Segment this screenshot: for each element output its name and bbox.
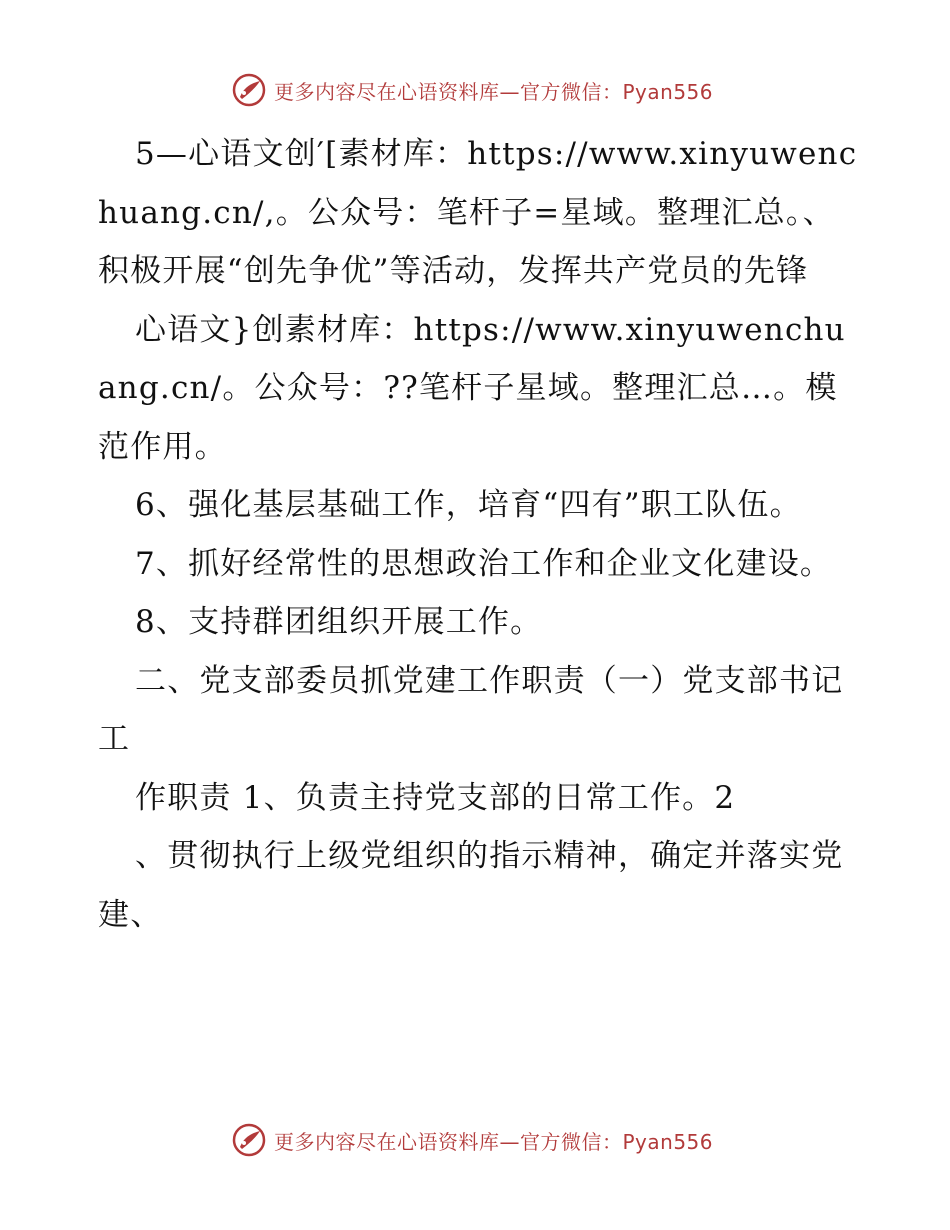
header-banner-text: 更多内容尽在心语资料库—官方微信：Pyan556 xyxy=(274,79,714,104)
paragraph-8: 、贯彻执行上级党组织的指示精神，确定并落实党建、 xyxy=(98,838,844,933)
footer-banner xyxy=(232,1120,752,1160)
paragraph-5: 8、支持群团组织开展工作。 xyxy=(135,604,543,640)
paragraph-1: 5—心语文创′[素材库：https://www.xinyuwenchuang.cn/,。公众号：笔杆子=星域。整理汇总。、积极开展“创先争优”等活动，发挥共产党员的先锋 xyxy=(98,136,858,289)
paragraph-7: 作职责 1、负责主持党支部的日常工作。2 xyxy=(135,779,736,816)
header-banner xyxy=(232,70,752,110)
pen-logo-icon xyxy=(232,1123,266,1157)
paragraph-4: 7、抓好经常性的思想政治工作和企业文化建设。 xyxy=(135,545,833,582)
paragraph-6: 二、党支部委员抓党建工作职责（一）党支部书记工 xyxy=(98,662,844,757)
pen-logo-icon xyxy=(232,73,266,107)
paragraph-3: 6、强化基层基础工作，培育“四有”职工队伍。 xyxy=(135,487,802,523)
paragraph-2: 心语文}创素材库：https://www.xinyuwenchuang.cn/。公众号：??笔杆子星域。整理汇总…。模范作用。 xyxy=(98,311,846,465)
document-body xyxy=(98,125,858,944)
footer-banner-text: 更多内容尽在心语资料库—官方微信：Pyan556 xyxy=(274,1129,714,1154)
